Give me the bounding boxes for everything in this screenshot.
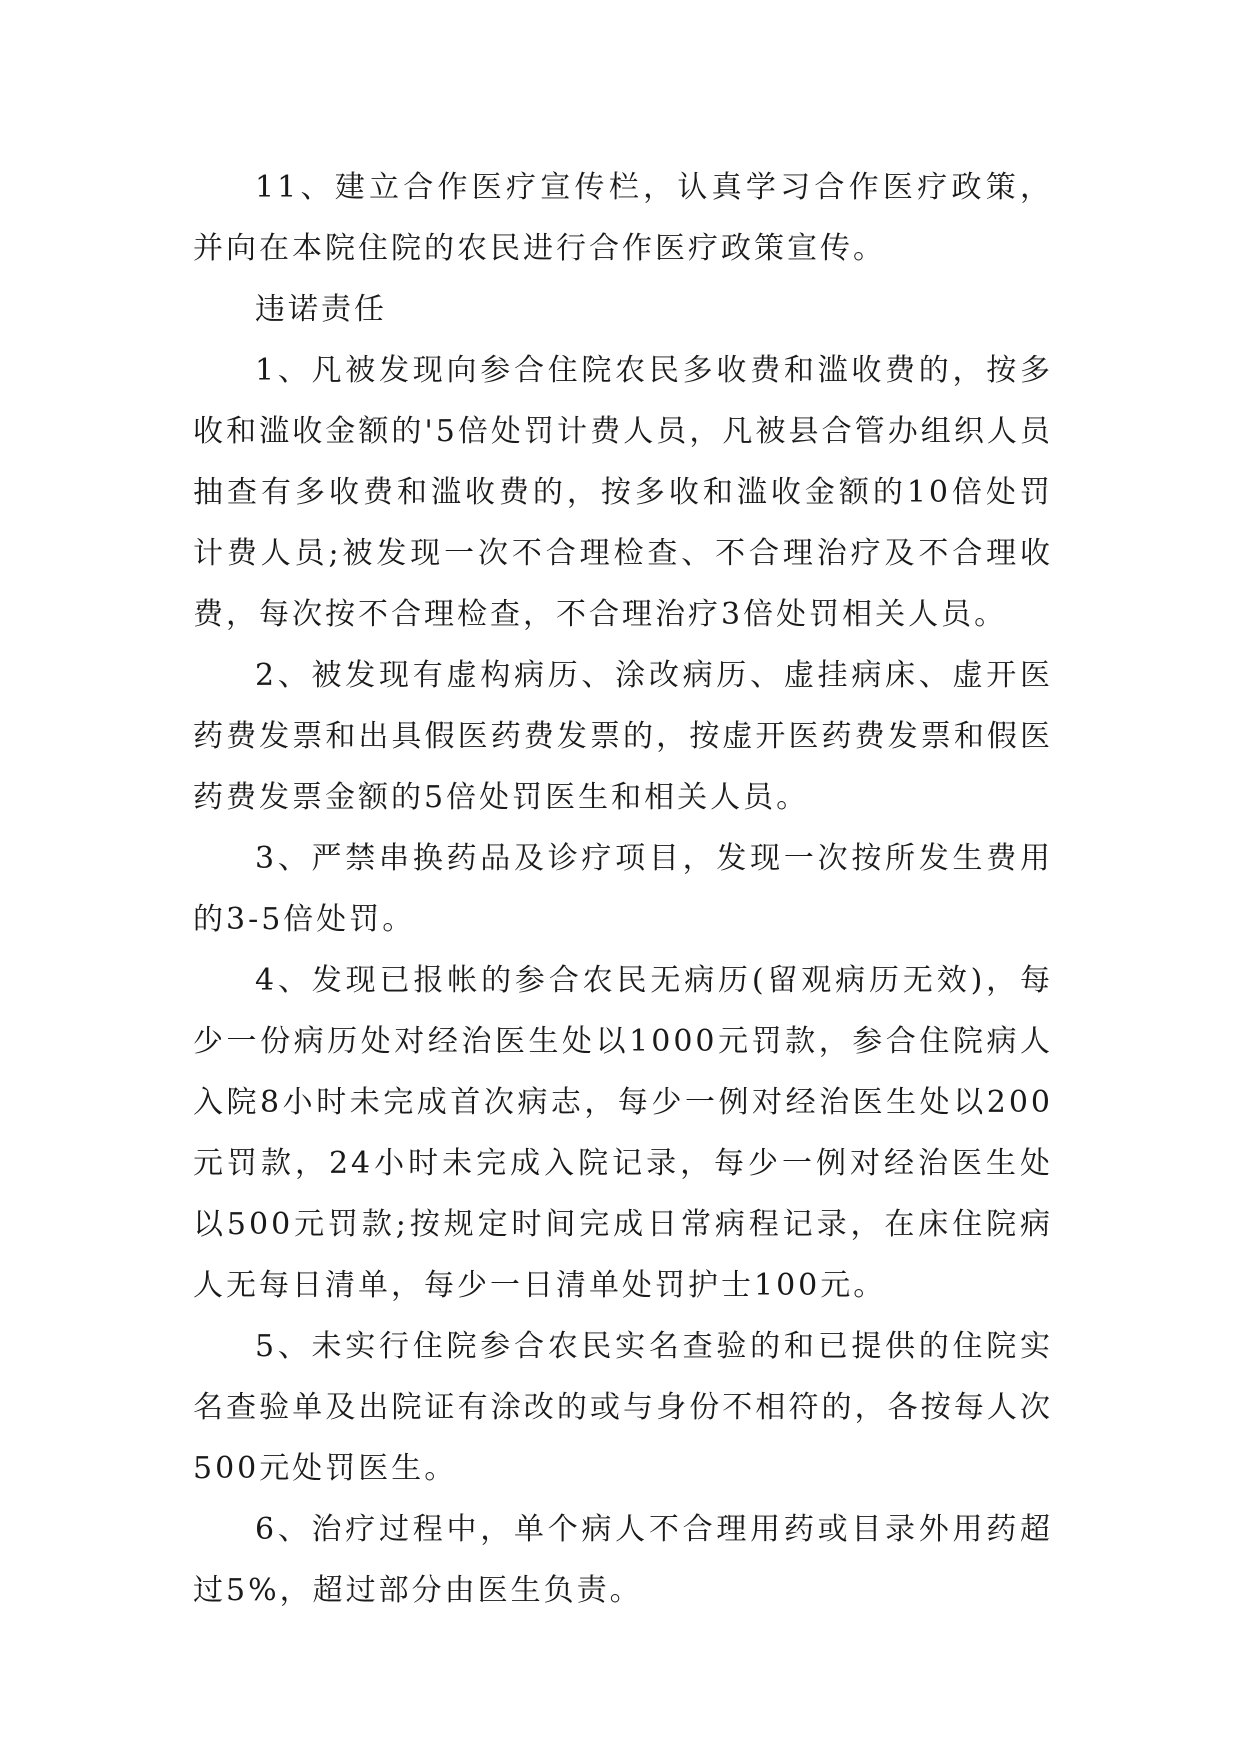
document-body <box>193 157 1053 1621</box>
paragraph-penalty-2: 2、被发现有虚构病历、涂改病历、虚挂病床、虚开医药费发票和出具假医药费发票的，按虚开医药费发票和假医药费发票金额的5倍处罚医生和相关人员。 <box>193 658 1053 815</box>
paragraph-clause-11: 11、建立合作医疗宣传栏，认真学习合作医疗政策，并向在本院住院的农民进行合作医疗政策宣传。 <box>193 170 1053 266</box>
paragraph-penalty-1: 1、凡被发现向参合住院农民多收费和滥收费的，按多收和滥收金额的'5倍处罚计费人员，凡被县合管办组织人员抽查有多收费和滥收费的，按多收和滥收金额的10倍处罚计费人员;被发现一次不合理检查、不合理治疗及不合理收费，每次按不合理检查，不合理治疗3倍处罚相关人员。 <box>193 353 1053 632</box>
paragraph-penalty-4: 4、发现已报帐的参合农民无病历(留观病历无效)，每少一份病历处对经治医生处以1000元罚款，参合住院病人入院8小时未完成首次病志，每少一例对经治医生处以200元罚款，24小时未完成入院记录，每少一例对经治医生处以500元罚款;按规定时间完成日常病程记录，在床住院病人无每日清单，每少一日清单处罚护士100元。 <box>193 963 1053 1303</box>
paragraph-penalty-6: 6、治疗过程中，单个病人不合理用药或目录外用药超过5%，超过部分由医生负责。 <box>193 1512 1053 1608</box>
paragraph-penalty-5: 5、未实行住院参合农民实名查验的和已提供的住院实名查验单及出院证有涂改的或与身份不相符的，各按每人次500元处罚医生。 <box>193 1329 1053 1486</box>
paragraph-penalty-3: 3、严禁串换药品及诊疗项目，发现一次按所发生费用的3-5倍处罚。 <box>193 841 1053 937</box>
section-heading-breach-liability: 违诺责任 <box>255 292 387 327</box>
